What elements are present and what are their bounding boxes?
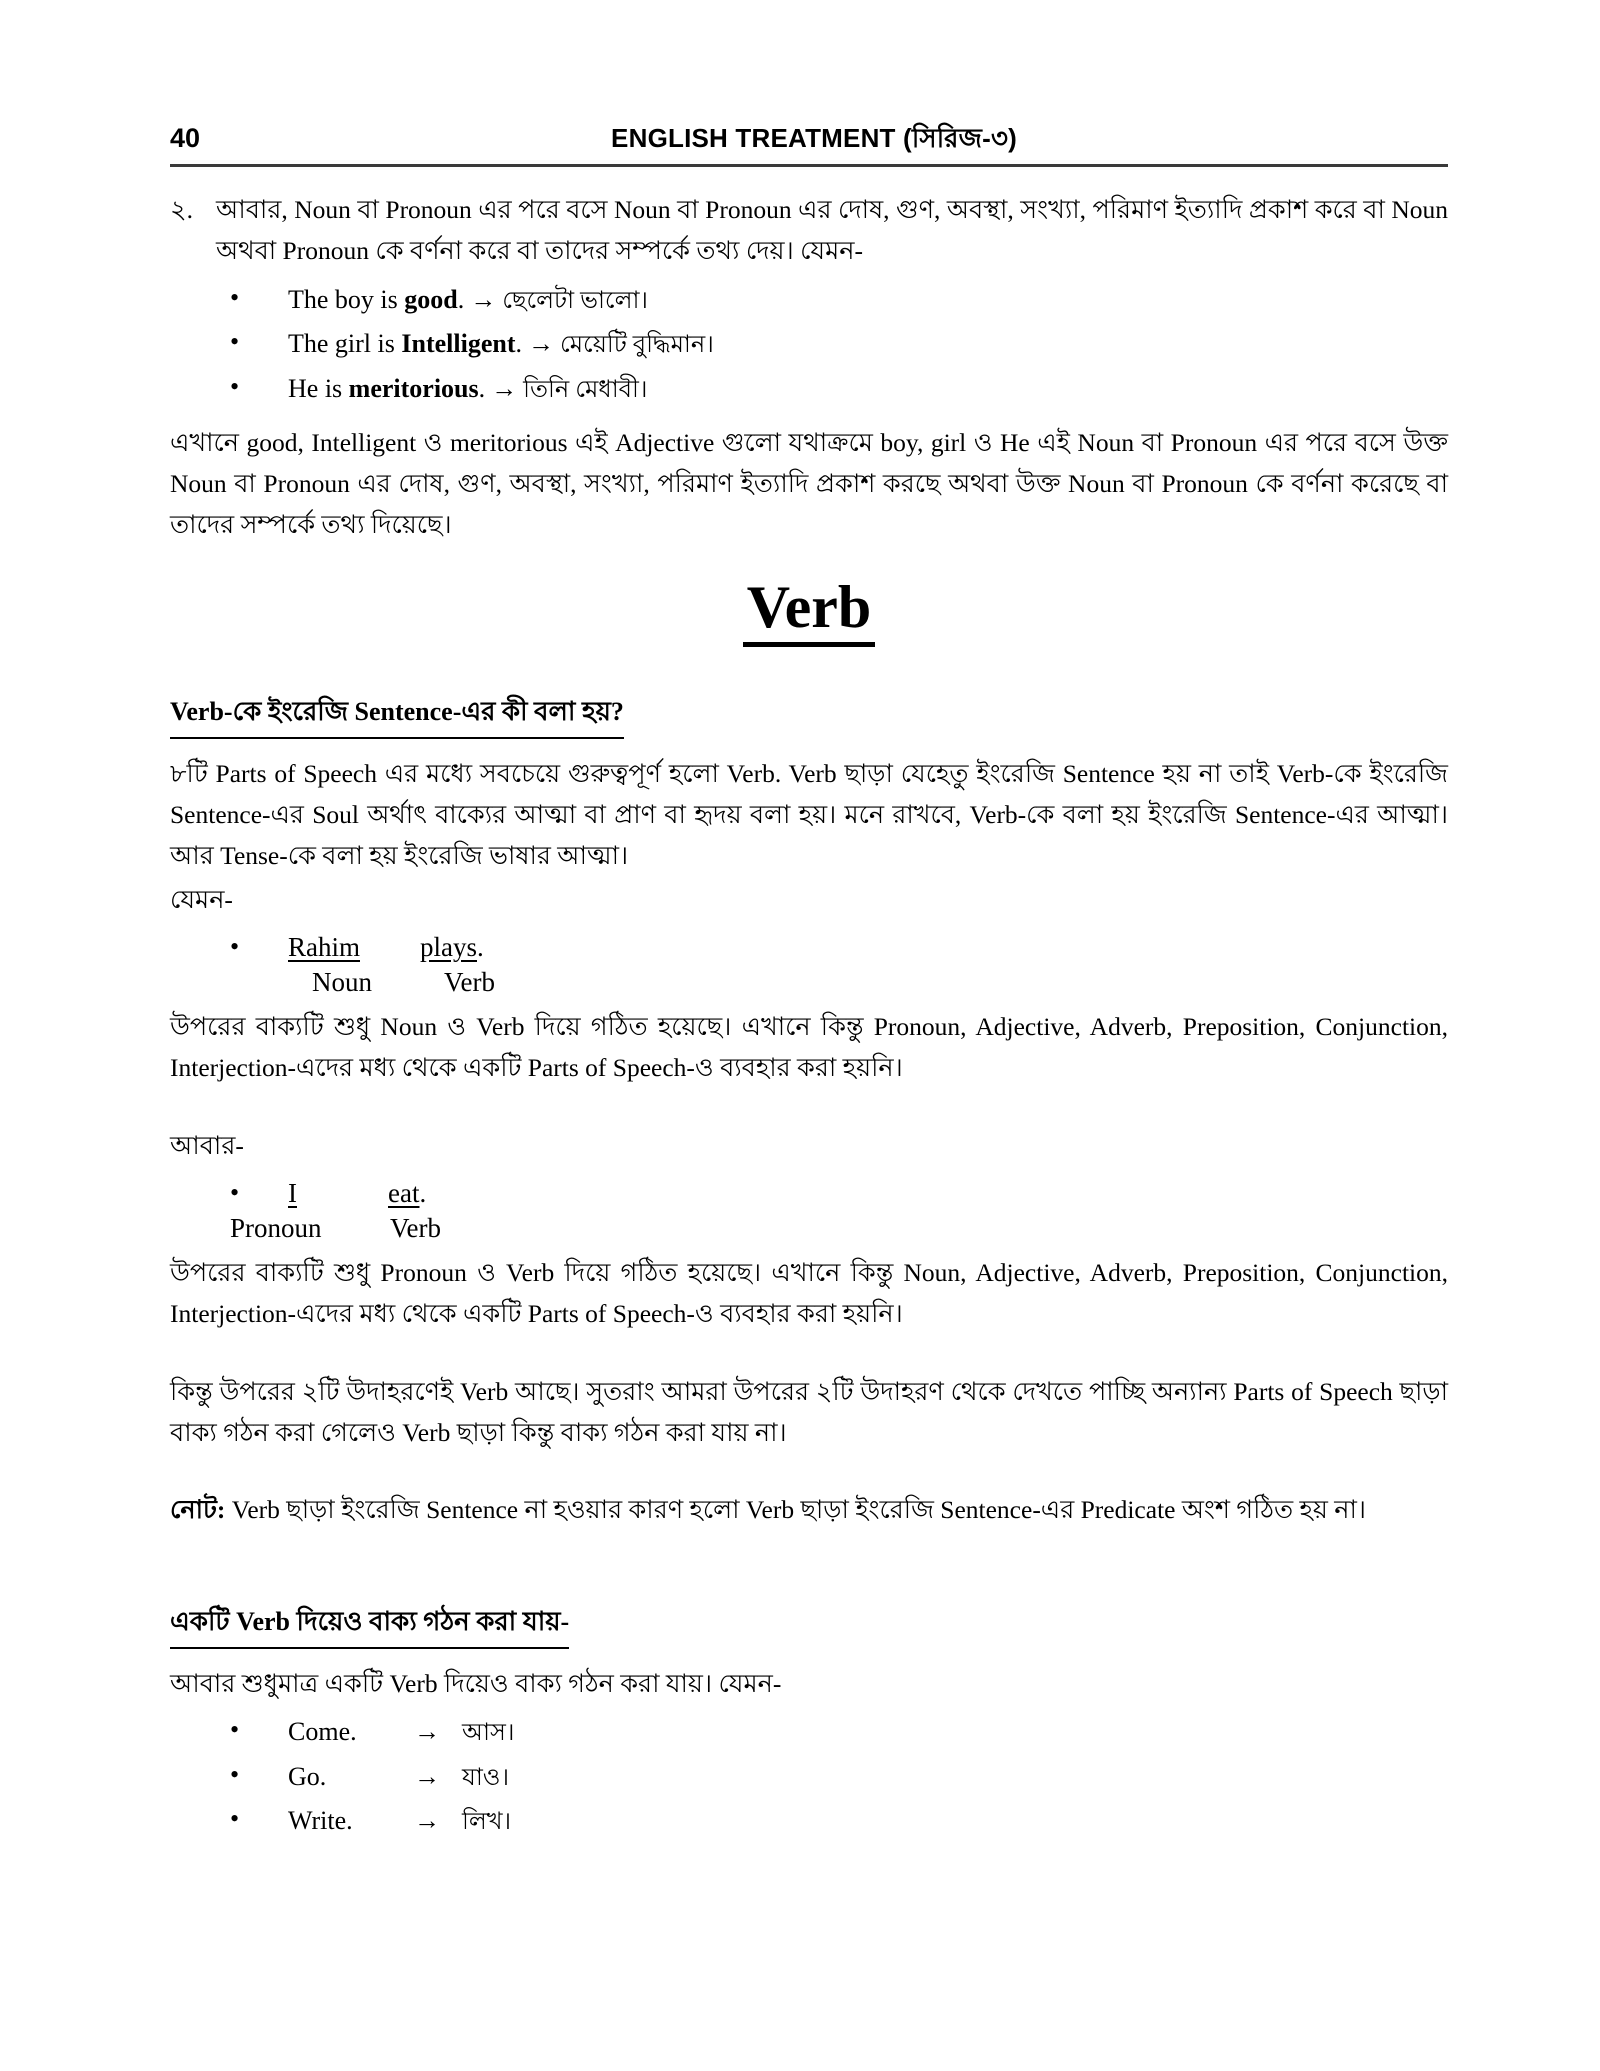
example-keyword: good [404,284,458,314]
example-translation: মেয়েটি বুদ্ধিমান। [559,332,714,359]
arrow-icon: → [470,284,497,314]
single-verb-heading: একটি Verb দিয়েও বাক্য গঠন করা যায়- [170,1601,569,1649]
note-text: Verb ছাড়া ইংরেজি Sentence না হওয়ার কারণ হলো Verb ছাড়া ইংরেজি Sentence-এর Predicate অংশ গঠিত হয় না। [225,1495,1367,1525]
page-title [170,574,1448,647]
adjective-example-list [170,278,1448,412]
example-labels [230,965,1448,1000]
example-subject: He is [288,374,349,404]
example-word-1: Rahim [288,931,360,962]
example-word-1: I [288,1177,297,1208]
question-heading: Verb-কে ইংরেজি Sentence-এর কী বলা হয়? [170,691,624,739]
header-rule [170,164,1448,167]
example-translation: ছেলেটা ভালো। [502,287,648,314]
example-translation: যাও। [462,1764,510,1791]
verb-conclusion: কিন্তু উপরের ২টি উদাহরণেই Verb আছে। সুতরাং আমরা উপরের ২টি উদাহরণ থেকে দেখতে পাচ্ছি অন্যান্য Parts of Speech ছাড়া বাক্য গঠন করা গেলেও Verb ছাড়া কিন্তু বাক্য গঠন করা যায় না। [170,1376,1448,1447]
explanation-rahim-plays: উপরের বাক্যটি শুধু Noun ও Verb দিয়ে গঠিত হয়েছে। এখানে কিন্তু Pronoun, Adjective, Adverb, Preposition, Conjunction, Interjection-এদের মধ্য থেকে একটি Parts of Speech-ও ব্যবহার করা হয়নি। [170,1012,1448,1083]
question-heading-wrap [170,681,1448,747]
example-english: Come. [288,1716,357,1746]
example-labels [230,1211,1448,1246]
book-title: ENGLISH TREATMENT (সিরিজ-৩) [611,123,1017,153]
example-sentence [230,1176,1448,1211]
example-word-2: eat [388,1177,420,1208]
example-translation: আস। [462,1719,515,1746]
arrow-icon: → [414,1761,440,1791]
example-word-2: plays [420,931,477,962]
example-punct: . [478,374,486,404]
explanation-i-eat: উপরের বাক্যটি শুধু Pronoun ও Verb দিয়ে গঠিত হয়েছে। এখানে কিন্তু Noun, Adjective, Adverb, Preposition, Conjunction, Interjection-এদের মধ্য থেকে একটি Parts of Speech-ও ব্যবহার করা হয়নি। [170,1258,1448,1329]
note-paragraph [170,1489,1448,1530]
list-item [230,1755,1448,1800]
arrow-icon: → [414,1716,440,1746]
example-punct: . [419,1177,427,1208]
list-item [230,1799,1448,1844]
arrow-icon: → [414,1806,440,1836]
example-label-2: Verb [390,1213,441,1243]
example-sentence [230,930,1448,965]
example-keyword: Intelligent [401,329,516,359]
abar-label: আবার- [170,1130,244,1160]
example-label-1: Noun [312,966,372,997]
note-label: নোট: [170,1495,226,1525]
question-answer-body: ৮টি Parts of Speech এর মধ্যে সবচেয়ে গুরুত্বপূর্ণ হলো Verb. Verb ছাড়া যেহেতু ইংরেজি Sentence হয় না তাই Verb-কে ইংরেজি Sentence-এর Soul অর্থাৎ বাক্যের আত্মা বা প্রাণ বা হৃদয় বলা হয়। মনে রাখবে, Verb-কে বলা হয় ইংরেজি Sentence-এর আত্মা। আর Tense-কে বলা হয় ইংরেজি ভাষার আত্মা। [170,758,1448,871]
jemon-label: যেমন- [170,884,233,914]
list-item [230,367,1448,412]
single-verb-intro: আবার শুধুমাত্র একটি Verb দিয়েও বাক্য গঠন করা যায়। যেমন- [170,1668,782,1698]
example-i-eat [170,1176,1448,1246]
single-verb-example-list [170,1710,1448,1844]
example-punct: . [477,931,484,962]
example-punct: . [515,329,522,359]
spacer [170,1455,1448,1489]
numbered-item-2 [170,189,1448,272]
example-keyword: meritorious [348,374,479,404]
list-item [230,322,1448,367]
example-subject: The girl is [288,329,402,359]
page-number: 40 [170,123,201,153]
list-item [230,278,1448,323]
example-rahim-plays [170,930,1448,1000]
example-punct: . [457,284,465,314]
section-title-text: Verb [743,574,875,647]
example-english: Go. [288,1761,327,1791]
spacer [170,1533,1448,1579]
example-label-2: Verb [444,966,495,997]
running-header [170,118,1448,158]
example-translation: লিখ। [462,1809,512,1836]
example-subject: The boy is [288,284,405,314]
spacer [170,1091,1448,1125]
single-verb-heading-wrap [170,1591,1448,1657]
example-label-1: Pronoun [230,1213,322,1243]
arrow-icon: → [527,329,554,359]
list-item [230,1710,1448,1755]
adjective-explanation: এখানে good, Intelligent ও meritorious এই Adjective গুলো যথাক্রমে boy, girl ও He এই Noun বা Pronoun এর পরে বসে উক্ত Noun বা Pronoun এর দোষ, গুণ, অবস্থা, সংখ্যা, পরিমাণ ইত্যাদি প্রকাশ করছে অথবা উক্ত Noun বা Pronoun কে বর্ণনা করেছে বা তাদের সম্পর্কে তথ্য দিয়েছে। [170,427,1448,540]
example-translation: তিনি মেধাবী। [523,377,648,404]
example-english: Write. [288,1806,353,1836]
spacer [170,1337,1448,1371]
item-marker: ২. [170,195,193,224]
item-text: আবার, Noun বা Pronoun এর পরে বসে Noun বা Pronoun এর দোষ, গুণ, অবস্থা, সংখ্যা, পরিমাণ ইত্যাদি প্রকাশ করে বা Noun অথবা Pronoun কে বর্ণনা করে বা তাদের সম্পর্কে তথ্য দেয়। যেমন- [216,195,1448,266]
arrow-icon: → [491,374,518,404]
